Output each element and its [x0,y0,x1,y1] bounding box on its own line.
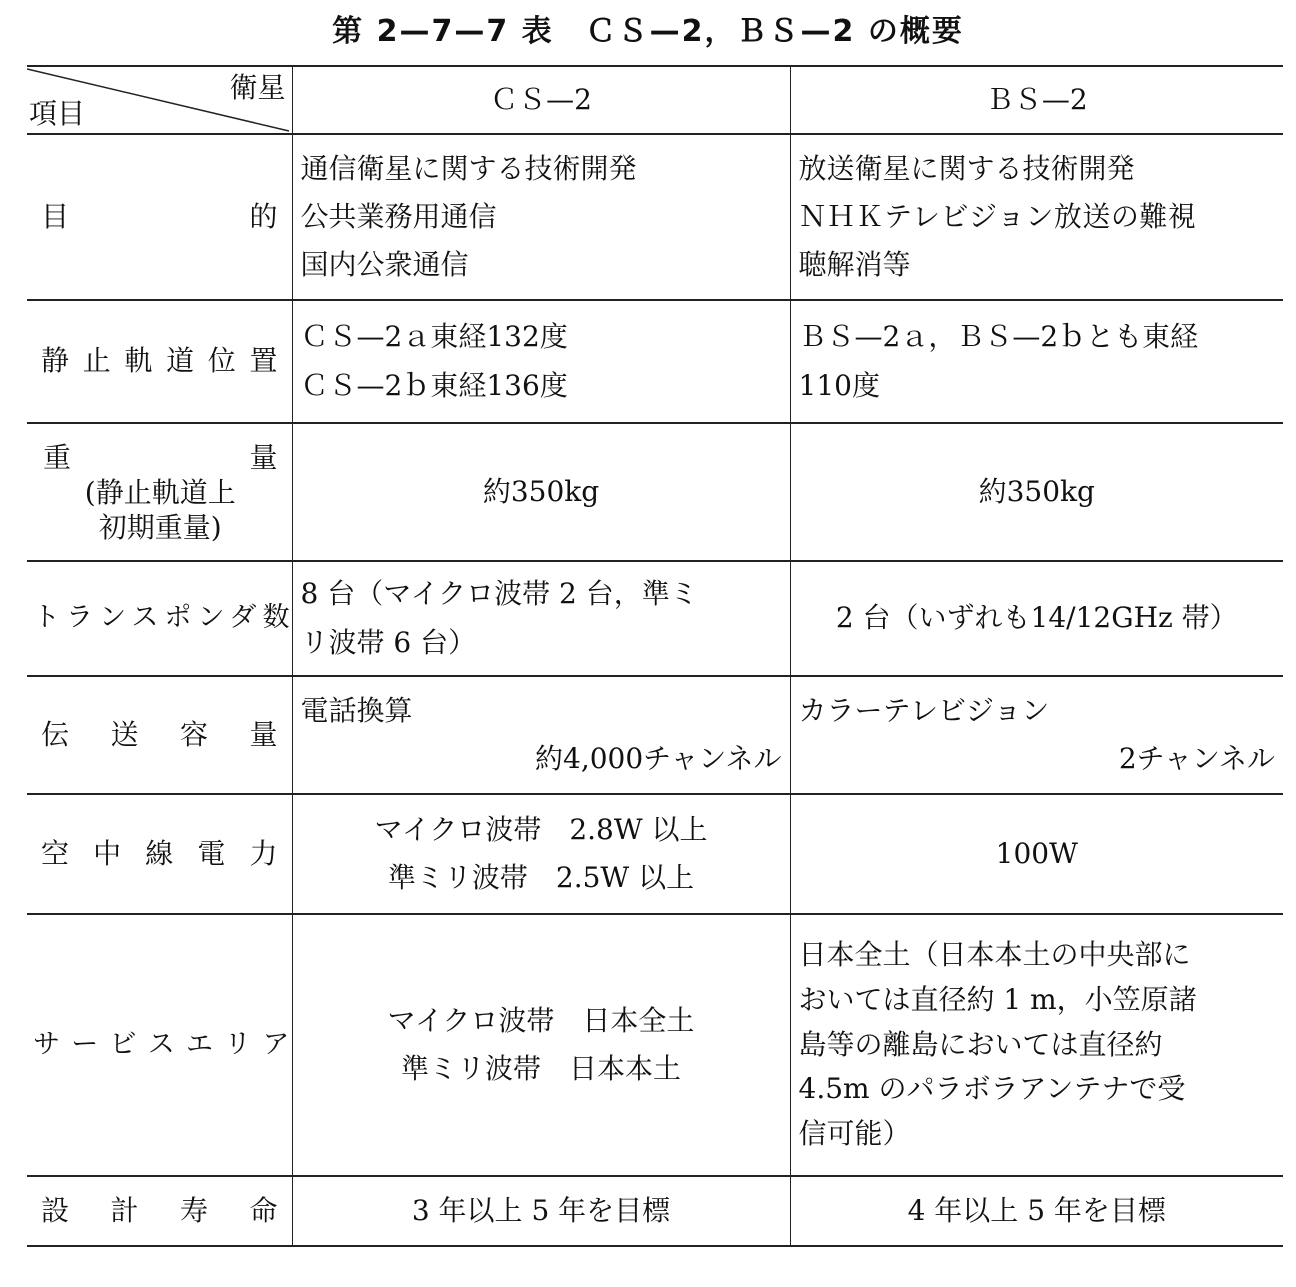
item-row-label: 項目 [29,97,86,131]
bs2-antenna-power: 100W [790,794,1283,914]
row-design-life [27,1176,1283,1246]
header-bs2: ＢＳ—2 [790,66,1283,134]
label-weight: 重 量 (静止軌道上 初期重量) [27,423,292,561]
label-purpose: 目 的 [27,134,292,300]
header-corner-cell [27,66,292,134]
cs2-service-area: マイクロ波帯 日本全土 準ミリ波帯 日本本土 [292,914,790,1176]
bs2-capacity: カラーテレビジョン 2チャンネル [790,676,1283,794]
header-cs2: ＣＳ—2 [292,66,790,134]
bs2-transponders: 2 台（いずれも14/12GHz 帯） [790,561,1283,676]
row-purpose [27,134,1283,300]
satellite-overview-table [27,65,1283,1247]
label-antenna-power: 空中線電力 [27,794,292,914]
bs2-orbit-position: ＢＳ—2ａ，ＢＳ—2ｂとも東経 110度 [790,300,1283,423]
bs2-purpose: 放送衛星に関する技術開発 ＮＨＫテレビジョン放送の難視 聴解消等 [790,134,1283,300]
label-capacity: 伝送容量 [27,676,292,794]
row-transponders [27,561,1283,676]
cs2-antenna-power: マイクロ波帯 2.8W 以上 準ミリ波帯 2.5W 以上 [292,794,790,914]
label-transponders: トランスポンダ数 [27,561,292,676]
label-service-area: サービスエリア [27,914,292,1176]
bs2-design-life: 4 年以上 5 年を目標 [790,1176,1283,1246]
label-orbit-position: 静止軌道位置 [27,300,292,423]
cs2-transponders: 8 台（マイクロ波帯 2 台，準ミ リ波帯 6 台） [292,561,790,676]
table-title: 第 2—7—7 表 ＣＳ—2，ＢＳ—2 の概要 [332,14,964,49]
label-design-life: 設計寿命 [27,1176,292,1246]
cs2-orbit-position: ＣＳ—2ａ東経132度 ＣＳ—2ｂ東経136度 [292,300,790,423]
cs2-design-life: 3 年以上 5 年を目標 [292,1176,790,1246]
row-capacity [27,676,1283,794]
row-antenna-power [27,794,1283,914]
satellite-column-label: 衛星 [229,71,286,104]
row-service-area [27,914,1283,1176]
row-weight [27,423,1283,561]
bs2-service-area: 日本全土（日本本土の中央部に おいては直径約 1 m，小笠原諸 島等の離島においては直径約 4.5m のパラボラアンテナで受 信可能） [790,914,1283,1176]
cs2-capacity: 電話換算 約4,000チャンネル [292,676,790,794]
header-row [27,66,1283,134]
cs2-purpose: 通信衛星に関する技術開発 公共業務用通信 国内公衆通信 [292,134,790,300]
cs2-weight: 約350kg [292,423,790,561]
row-orbit-position [27,300,1283,423]
bs2-weight: 約350kg [790,423,1283,561]
